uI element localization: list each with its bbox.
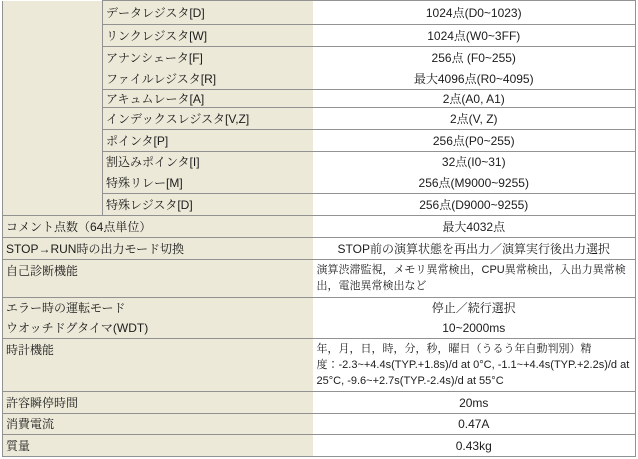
spec-row xyxy=(3,392,636,414)
register-name-cell: 割込みポインタ[I] xyxy=(103,152,313,173)
register-value-cell: 256点(D9000~9255) xyxy=(313,194,636,216)
register-name-cell: ポインタ[P] xyxy=(103,130,313,152)
spec-row xyxy=(3,339,636,392)
spec-label-cell: コメント点数（64点単位） xyxy=(3,216,313,238)
register-value-cell: 2点(V, Z) xyxy=(313,108,636,130)
register-name-cell: インデックスレジスタ[V,Z] xyxy=(103,108,313,130)
spec-table xyxy=(2,0,636,457)
spec-value-cell: 年，月，日，時，分，秒，曜日（うるう年自動判別）精度：-2.3~+4.4s(TYP.+1.8s)/d at 0°C, -1.1~+4.4s(TYP.+2.2s)/d at 25°C, -9.6~+2.7s(TYP.-2.4s)/d at 55°C xyxy=(313,339,636,392)
spec-value-cell: 20ms xyxy=(313,392,636,414)
register-name-cell: リンクレジスタ[W] xyxy=(103,25,313,47)
spec-row xyxy=(3,216,636,238)
spec-value-cell: 停止／続行選択 xyxy=(313,298,636,318)
spec-table-body xyxy=(3,1,636,457)
register-name-cell: データレジスタ[D] xyxy=(103,1,313,25)
spec-row xyxy=(3,435,636,457)
register-value-cell: 最大4096点(R0~4095) xyxy=(313,69,636,90)
register-value-cell: 1024点(D0~1023) xyxy=(313,1,636,25)
spec-label-cell: 自己診断機能 xyxy=(3,260,313,298)
spec-label-cell: エラー時の運転モード xyxy=(3,298,313,318)
register-name-cell: 特殊レジスタ[D] xyxy=(103,194,313,216)
spec-label-cell: 消費電流 xyxy=(3,414,313,435)
spec-value-cell: STOP前の演算状態を再出力／演算実行後出力選択 xyxy=(313,238,636,260)
spec-value-cell: 最大4032点 xyxy=(313,216,636,238)
register-name-cell: アキュムレータ[A] xyxy=(103,90,313,108)
spec-row xyxy=(3,238,636,260)
spec-row xyxy=(3,318,636,339)
device-category-cell xyxy=(3,1,103,216)
spec-label-cell: STOP→RUN時の出力モード切換 xyxy=(3,238,313,260)
register-value-cell: 32点(I0~31) xyxy=(313,152,636,173)
spec-row xyxy=(3,260,636,298)
spec-value-cell: 0.47A xyxy=(313,414,636,435)
spec-value-cell: 10~2000ms xyxy=(313,318,636,339)
spec-label-cell: ウオッチドグタイマ(WDT) xyxy=(3,318,313,339)
register-name-cell: アナンシェータ[F] xyxy=(103,47,313,69)
spec-value-cell: 0.43kg xyxy=(313,435,636,457)
register-value-cell: 256点(P0~255) xyxy=(313,130,636,152)
register-value-cell: 1024点(W0~3FF) xyxy=(313,25,636,47)
spec-row xyxy=(3,414,636,435)
spec-row xyxy=(3,298,636,318)
register-value-cell: 2点(A0, A1) xyxy=(313,90,636,108)
spec-value-cell: 演算渋滞監視，メモリ異常検出，CPU異常検出，入出力異常検出，電池異常検出など xyxy=(313,260,636,298)
register-name-cell: ファイルレジスタ[R] xyxy=(103,69,313,90)
register-value-cell: 256点 (F0~255) xyxy=(313,47,636,69)
register-name-cell: 特殊リレー[M] xyxy=(103,173,313,194)
spec-label-cell: 許容瞬停時間 xyxy=(3,392,313,414)
spec-label-cell: 質量 xyxy=(3,435,313,457)
register-row xyxy=(3,1,636,25)
register-value-cell: 256点(M9000~9255) xyxy=(313,173,636,194)
spec-label-cell: 時計機能 xyxy=(3,339,313,392)
